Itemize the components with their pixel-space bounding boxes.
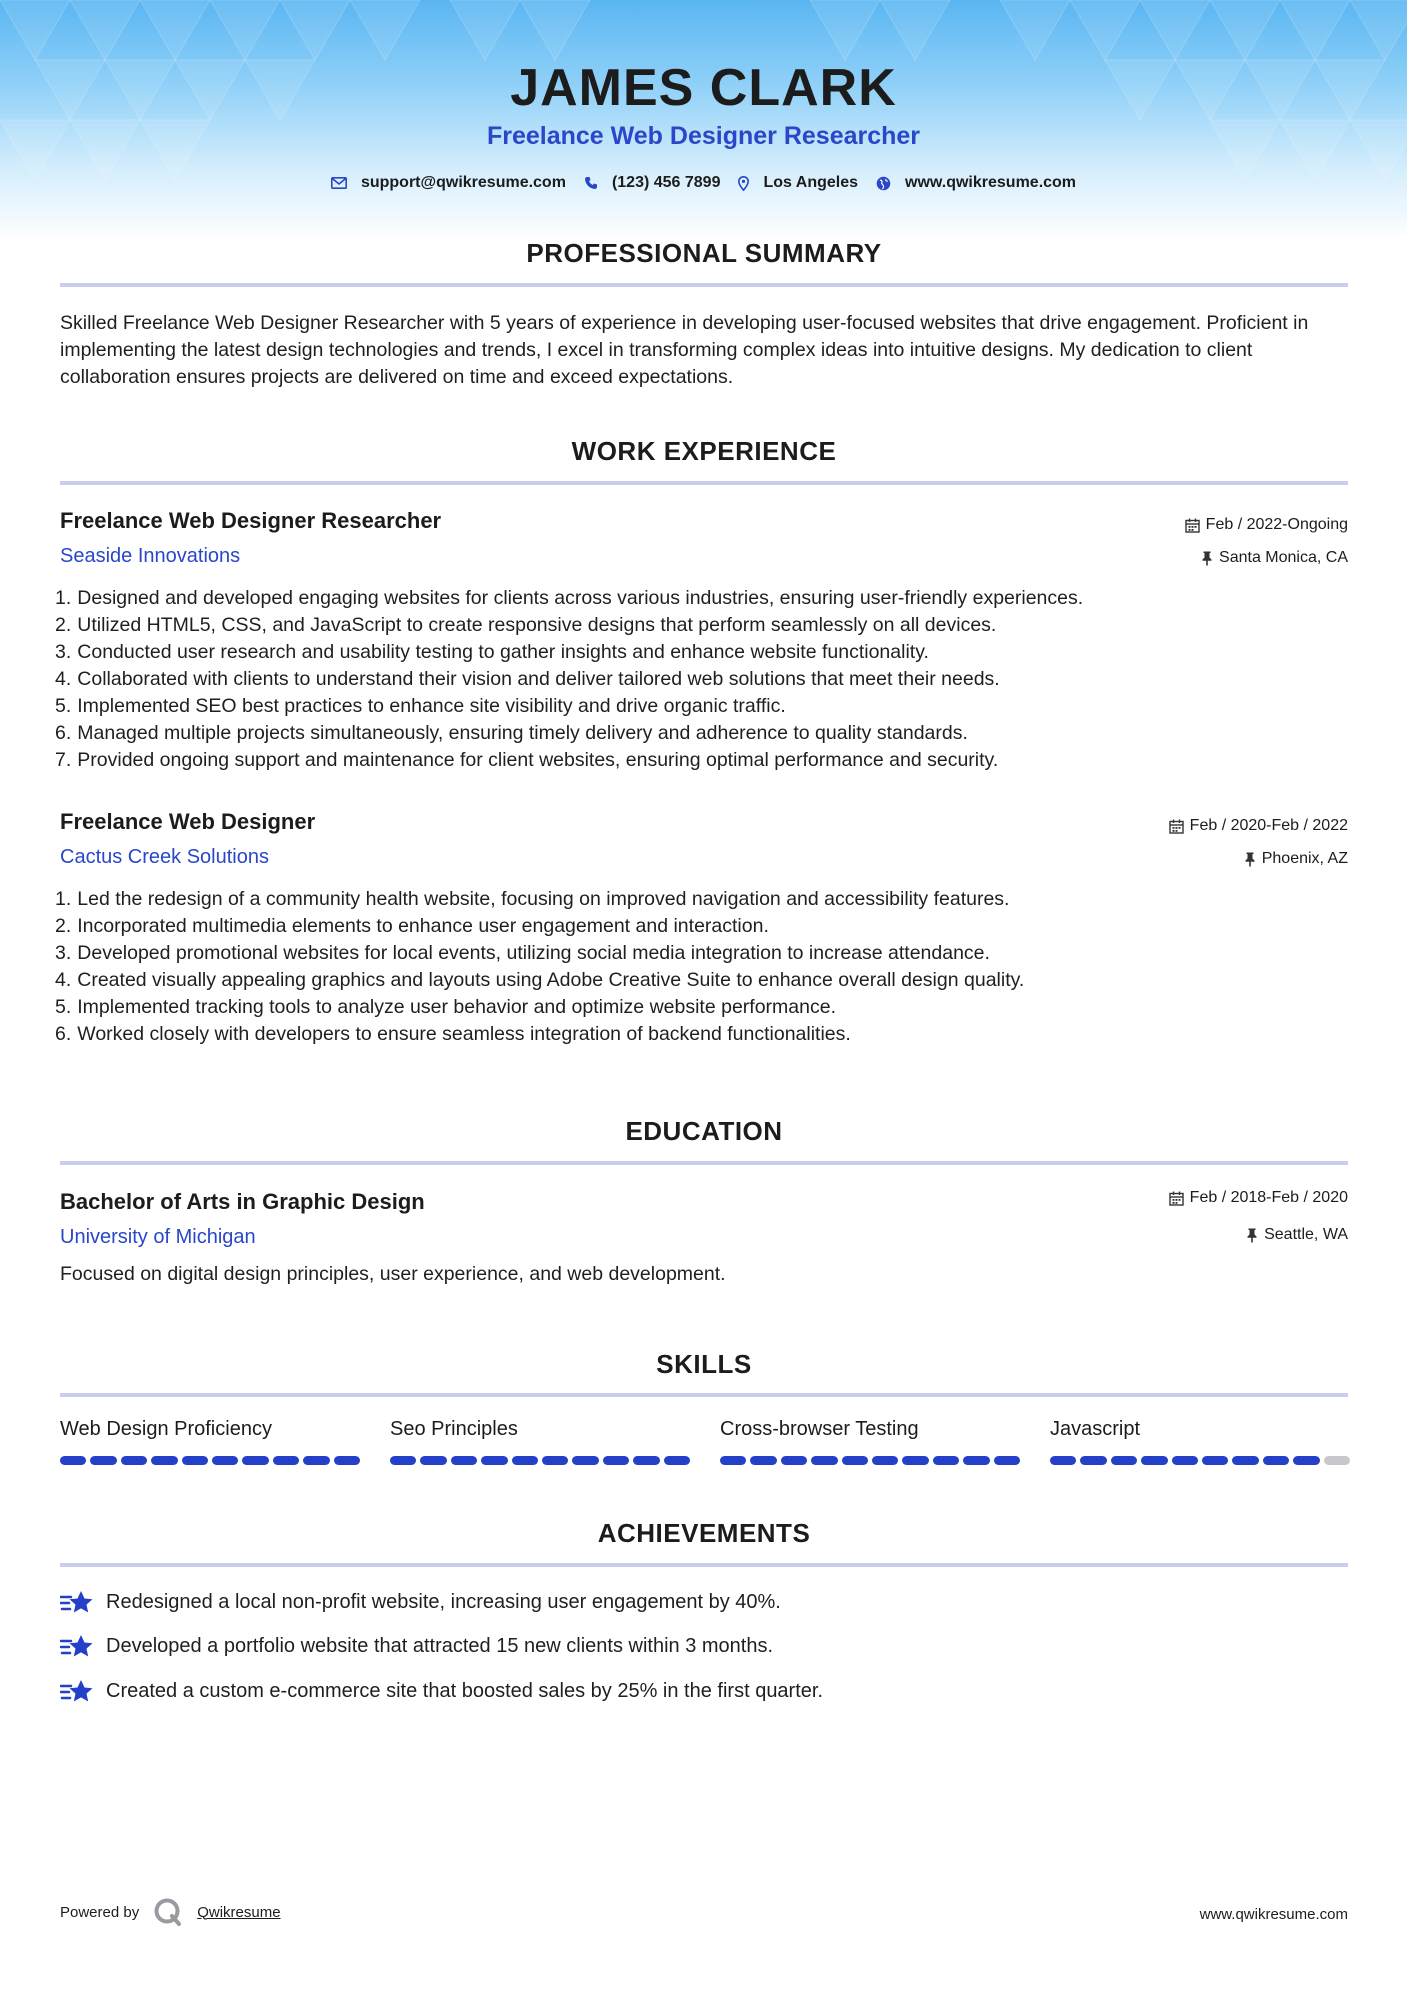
footer-powered-by bbox=[60, 1897, 281, 1927]
skill-segment-filled bbox=[1172, 1456, 1198, 1465]
map-pin-icon bbox=[738, 176, 749, 191]
list-item: 6. Managed multiple projects simultaneously, ensuring timely delivery and adherence to quality standards. bbox=[55, 722, 968, 744]
achievement-text: Redesigned a local non-profit website, increasing user engagement by 40%. bbox=[106, 1590, 781, 1613]
footer-website[interactable]: www.qwikresume.com bbox=[1199, 1906, 1348, 1923]
section-title-achievements: ACHIEVEMENTS bbox=[597, 1518, 811, 1548]
skill-level-bar bbox=[60, 1456, 360, 1465]
job-dates bbox=[1185, 516, 1348, 534]
section-divider bbox=[60, 481, 1348, 485]
globe-icon bbox=[876, 176, 891, 191]
skill-segment-filled bbox=[633, 1456, 659, 1465]
skill-segment-filled bbox=[842, 1456, 868, 1465]
phone-icon bbox=[584, 176, 598, 190]
skill-segment-filled bbox=[1111, 1456, 1137, 1465]
skill-name: Seo Principles bbox=[390, 1418, 518, 1440]
achievement-item bbox=[60, 1632, 773, 1660]
skill-segment-filled bbox=[334, 1456, 360, 1465]
degree-title: Bachelor of Arts in Graphic Design bbox=[60, 1189, 425, 1214]
achievement-item bbox=[60, 1677, 823, 1705]
list-item: 6. Worked closely with developers to ensure seamless integration of backend functionalities. bbox=[55, 1023, 851, 1045]
skill-segment-filled bbox=[902, 1456, 928, 1465]
list-item: 1. Led the redesign of a community health website, focusing on improved navigation and accessibility features. bbox=[55, 888, 1010, 910]
skill-level-bar bbox=[720, 1456, 1020, 1465]
list-item: 5. Implemented tracking tools to analyze user behavior and optimize website performance. bbox=[55, 996, 836, 1018]
qwikresume-link[interactable]: Qwikresume bbox=[197, 1903, 281, 1921]
skill-level-bar bbox=[1050, 1456, 1350, 1465]
job-location-text: Santa Monica, CA bbox=[1219, 549, 1348, 566]
school-name: University of Michigan bbox=[60, 1226, 256, 1248]
skill-segment-filled bbox=[811, 1456, 837, 1465]
skills-list bbox=[60, 1418, 1350, 1465]
skill-name: Cross-browser Testing bbox=[720, 1418, 919, 1440]
section-divider bbox=[60, 283, 1348, 287]
section-title-education: EDUCATION bbox=[625, 1116, 783, 1146]
star-icon bbox=[60, 1588, 94, 1616]
job-location-text: Phoenix, AZ bbox=[1261, 850, 1348, 867]
skill-segment-filled bbox=[664, 1456, 690, 1465]
list-item: 3. Conducted user research and usability testing to gather insights and enhance website functionality. bbox=[55, 641, 929, 663]
candidate-name: JAMES CLARK bbox=[510, 59, 897, 117]
skill-segment-filled bbox=[603, 1456, 629, 1465]
company-name: Seaside Innovations bbox=[60, 545, 241, 567]
list-item: 1. Designed and developed engaging websites for clients across various industries, ensuring user-friendly experiences. bbox=[55, 587, 1084, 609]
skill-segment-filled bbox=[1202, 1456, 1228, 1465]
company-name: Cactus Creek Solutions bbox=[60, 846, 269, 868]
job-location bbox=[1201, 549, 1348, 567]
pushpin-icon bbox=[1246, 1228, 1258, 1243]
star-icon bbox=[60, 1677, 94, 1705]
job-bullets bbox=[55, 886, 1355, 1048]
list-item: 7. Provided ongoing support and maintenance for client websites, ensuring optimal performance and security. bbox=[55, 749, 999, 771]
list-item: 4. Created visually appealing graphics and layouts using Adobe Creative Suite to enhance overall design quality. bbox=[55, 969, 1025, 991]
contact-phone[interactable] bbox=[584, 174, 721, 192]
skill-item bbox=[60, 1418, 360, 1465]
skill-segment-filled bbox=[60, 1456, 86, 1465]
skill-segment-filled bbox=[720, 1456, 746, 1465]
achievement-text: Developed a portfolio website that attracted 15 new clients within 3 months. bbox=[106, 1634, 774, 1657]
skill-segment-filled bbox=[512, 1456, 538, 1465]
skill-segment-filled bbox=[451, 1456, 477, 1465]
job-dates-text: Feb / 2020-Feb / 2022 bbox=[1189, 817, 1348, 834]
skill-segment-filled bbox=[1293, 1456, 1319, 1465]
job-dates-text: Feb / 2022-Ongoing bbox=[1205, 516, 1348, 533]
contact-location bbox=[738, 174, 858, 192]
contact-info bbox=[0, 174, 1407, 192]
skill-segment-filled bbox=[963, 1456, 989, 1465]
achievement-item bbox=[60, 1588, 781, 1616]
pushpin-icon bbox=[1244, 852, 1256, 867]
skill-segment-filled bbox=[481, 1456, 507, 1465]
skill-segment-filled bbox=[390, 1456, 416, 1465]
job-dates bbox=[1169, 817, 1348, 835]
skill-segment-filled bbox=[151, 1456, 177, 1465]
list-item: 3. Developed promotional websites for local events, utilizing social media integration to increase attendance. bbox=[55, 942, 990, 964]
calendar-icon bbox=[1169, 1191, 1184, 1206]
section-title-experience: WORK EXPERIENCE bbox=[571, 436, 837, 466]
skill-segment-empty bbox=[1324, 1456, 1350, 1465]
skill-segment-filled bbox=[90, 1456, 116, 1465]
contact-website[interactable] bbox=[876, 174, 1076, 192]
skill-segment-filled bbox=[781, 1456, 807, 1465]
skill-item bbox=[720, 1418, 1020, 1465]
website-text: www.qwikresume.com bbox=[905, 174, 1077, 191]
qwikresume-logo-icon bbox=[153, 1897, 183, 1927]
list-item: 5. Implemented SEO best practices to enhance site visibility and drive organic traffic. bbox=[55, 695, 786, 717]
skill-segment-filled bbox=[1080, 1456, 1106, 1465]
list-item: 2. Utilized HTML5, CSS, and JavaScript to create responsive designs that perform seamlessly on all devices. bbox=[55, 614, 997, 636]
section-divider bbox=[60, 1563, 1348, 1567]
education-dates-text: Feb / 2018-Feb / 2020 bbox=[1189, 1189, 1348, 1206]
achievement-text: Created a custom e-commerce site that boosted sales by 25% in the first quarter. bbox=[106, 1679, 824, 1702]
skill-item bbox=[1050, 1418, 1350, 1465]
education-location bbox=[1246, 1226, 1348, 1244]
job-title: Freelance Web Designer Researcher bbox=[60, 508, 442, 533]
section-title-summary: PROFESSIONAL SUMMARY bbox=[526, 238, 882, 268]
skill-segment-filled bbox=[242, 1456, 268, 1465]
skill-segment-filled bbox=[303, 1456, 329, 1465]
job-location bbox=[1244, 850, 1348, 868]
skill-name: Web Design Proficiency bbox=[60, 1418, 272, 1440]
skill-segment-filled bbox=[182, 1456, 208, 1465]
contact-email[interactable] bbox=[331, 174, 566, 192]
skill-level-bar bbox=[390, 1456, 690, 1465]
skill-segment-filled bbox=[750, 1456, 776, 1465]
job-bullets bbox=[55, 585, 1355, 774]
mail-icon bbox=[331, 177, 347, 189]
skill-name: Javascript bbox=[1050, 1418, 1141, 1440]
education-description: Focused on digital design principles, user experience, and web development. bbox=[60, 1263, 726, 1285]
skill-segment-filled bbox=[994, 1456, 1020, 1465]
skill-segment-filled bbox=[1263, 1456, 1289, 1465]
skill-segment-filled bbox=[1141, 1456, 1167, 1465]
pushpin-icon bbox=[1201, 551, 1213, 566]
job-title: Freelance Web Designer bbox=[60, 809, 316, 834]
skill-segment-filled bbox=[212, 1456, 238, 1465]
section-divider bbox=[60, 1393, 1348, 1397]
star-icon bbox=[60, 1632, 94, 1660]
summary-text: Skilled Freelance Web Designer Researcher with 5 years of experience in developing user-focused websites that drive engagement. Proficient in implementing the latest design technologies and trends, I excel in transforming complex ideas into intuitive designs. My dedication to client collaboration ensures projects are delivered on time and exceed expectations. bbox=[60, 312, 1309, 388]
calendar-icon bbox=[1169, 819, 1184, 834]
skill-segment-filled bbox=[572, 1456, 598, 1465]
skill-segment-filled bbox=[872, 1456, 898, 1465]
skill-segment-filled bbox=[121, 1456, 147, 1465]
skill-segment-filled bbox=[1232, 1456, 1258, 1465]
location-text: Los Angeles bbox=[763, 174, 859, 191]
section-divider bbox=[60, 1161, 1348, 1165]
skill-segment-filled bbox=[542, 1456, 568, 1465]
education-location-text: Seattle, WA bbox=[1264, 1226, 1348, 1243]
skill-segment-filled bbox=[1050, 1456, 1076, 1465]
resume-header bbox=[0, 58, 1407, 192]
powered-by-label: Powered by bbox=[60, 1903, 140, 1921]
skill-item bbox=[390, 1418, 690, 1465]
skill-segment-filled bbox=[273, 1456, 299, 1465]
email-text: support@qwikresume.com bbox=[360, 174, 566, 191]
calendar-icon bbox=[1185, 518, 1200, 533]
section-title-skills: SKILLS bbox=[656, 1349, 752, 1379]
list-item: 4. Collaborated with clients to understand their vision and deliver tailored web solutions that meet their needs. bbox=[55, 668, 1000, 690]
list-item: 2. Incorporated multimedia elements to enhance user engagement and interaction. bbox=[55, 915, 769, 937]
candidate-role: Freelance Web Designer Researcher bbox=[486, 122, 921, 150]
education-dates bbox=[1169, 1189, 1348, 1207]
skill-segment-filled bbox=[933, 1456, 959, 1465]
skill-segment-filled bbox=[420, 1456, 446, 1465]
phone-text: (123) 456 7899 bbox=[611, 174, 721, 191]
